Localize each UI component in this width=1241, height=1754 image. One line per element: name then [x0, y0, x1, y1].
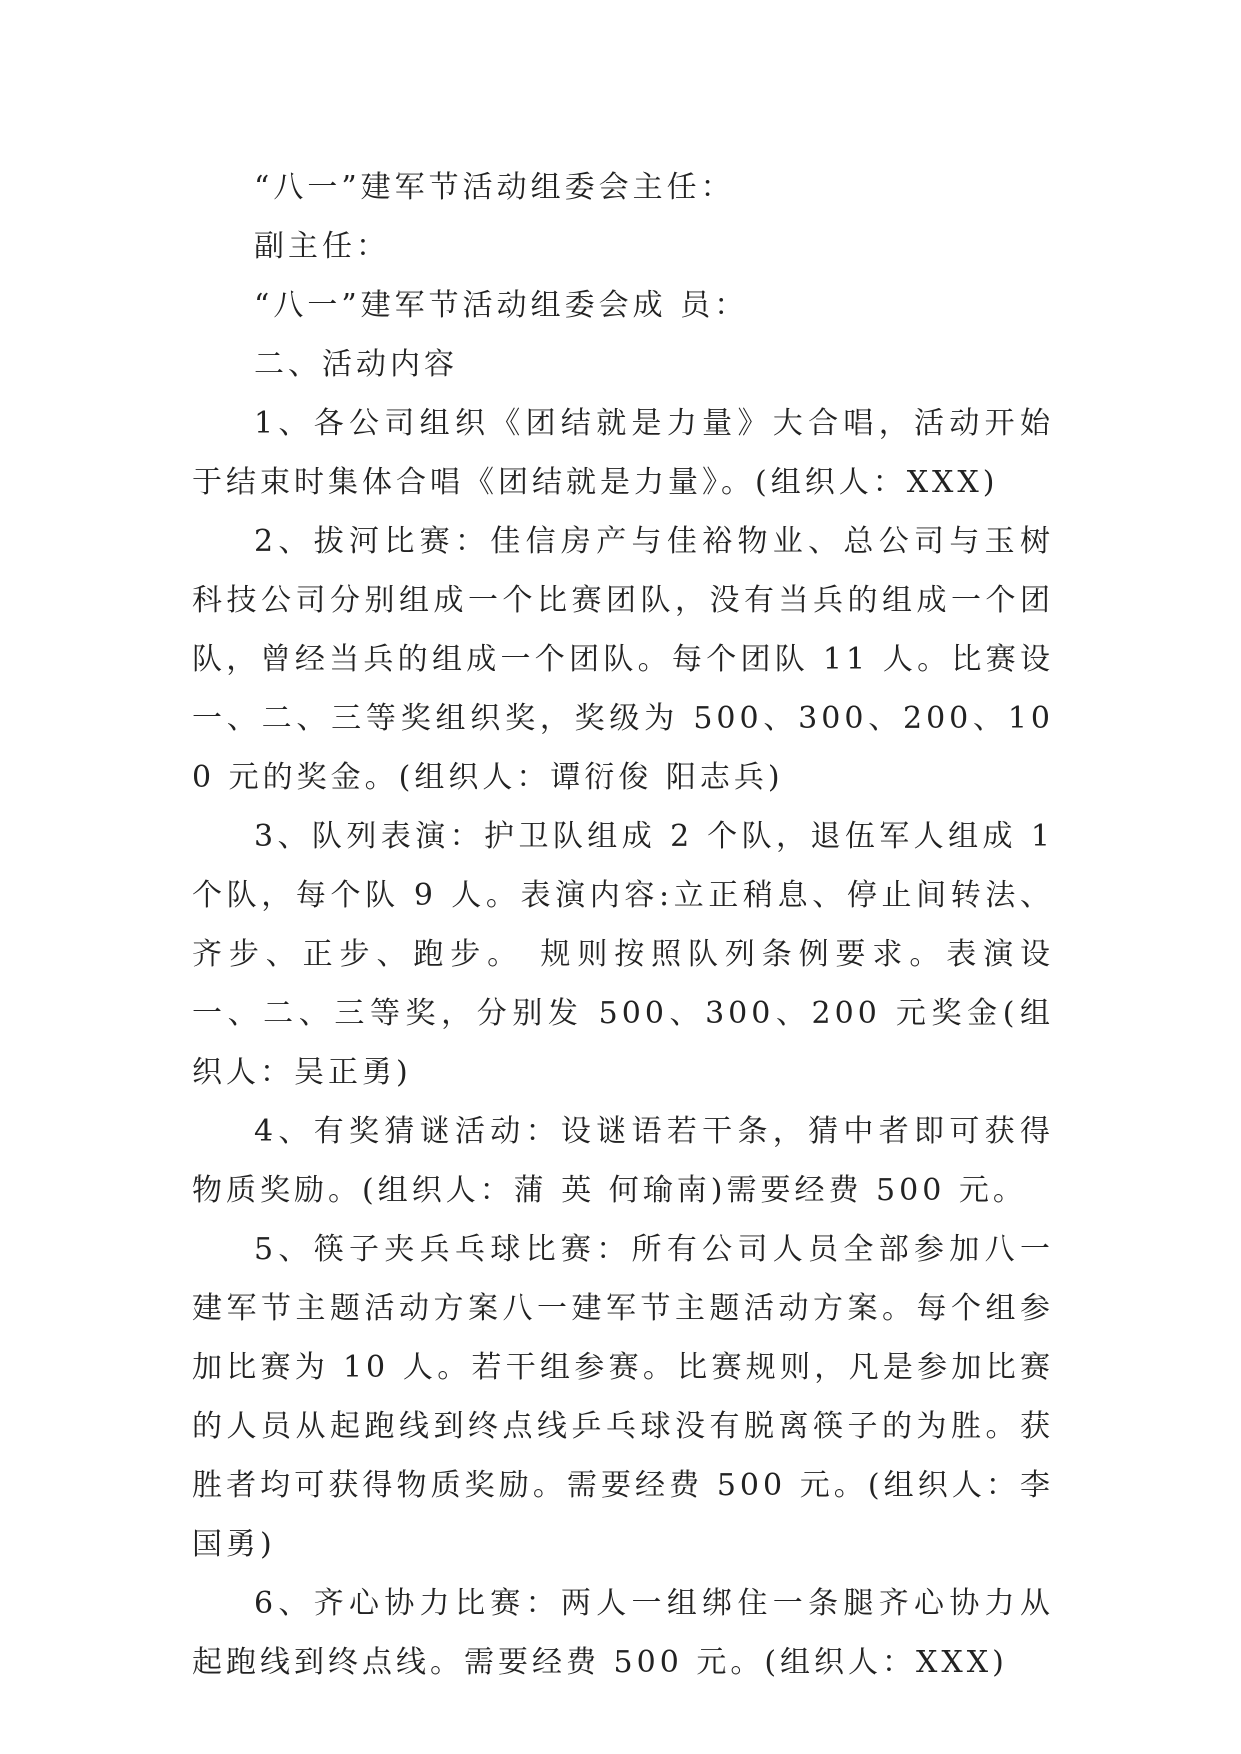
activity-item-1: 1、各公司组织《团结就是力量》大合唱，活动开始于结束时集体合唱《团结就是力量》。(组织人：XXX)	[192, 406, 1054, 500]
document-body	[192, 158, 1054, 1692]
activity-item-2: 2、拔河比赛：佳信房产与佳裕物业、总公司与玉树科技公司分别组成一个比赛团队，没有当兵的组成一个团队，曾经当兵的组成一个团队。每个团队 11 人。比赛设一、二、三等奖组织奖，奖级为 500、300、200、100 元的奖金。(组织人：谭衍俊 阳志兵)	[192, 524, 1054, 795]
deputy-director-line: 副主任：	[254, 229, 390, 264]
activity-item-6: 6、齐心协力比赛：两人一组绑住一条腿齐心协力从起跑线到终点线。需要经费 500 元。(组织人：XXX)	[192, 1586, 1054, 1680]
activity-item-5: 5、筷子夹兵乓球比赛：所有公司人员全部参加八一建军节主题活动方案八一建军节主题活动方案。每个组参加比赛为 10 人。若干组参赛。比赛规则，凡是参加比赛的人员从起跑线到终点线乒乓球没有脱离筷子的为胜。获胜者均可获得物质奖励。需要经费 500 元。(组织人：李国勇)	[192, 1232, 1054, 1562]
committee-members-line: “八一”建军节活动组委会成 员：	[254, 288, 749, 323]
activity-item-4: 4、有奖猜谜活动：设谜语若干条，猜中者即可获得物质奖励。(组织人：蒲 英 何瑜南)需要经费 500 元。	[192, 1114, 1054, 1208]
committee-director-line: “八一”建军节活动组委会主任：	[254, 170, 735, 205]
activity-item-3: 3、队列表演：护卫队组成 2 个队，退伍军人组成 1 个队，每个队 9 人。表演内容:立正稍息、停止间转法、齐步、正步、跑步。 规则按照队列条例要求。表演设一、二、三等奖，分别发 500、300、200 元奖金(组织人：吴正勇)	[192, 819, 1054, 1090]
section-heading-activities: 二、活动内容	[254, 347, 458, 382]
